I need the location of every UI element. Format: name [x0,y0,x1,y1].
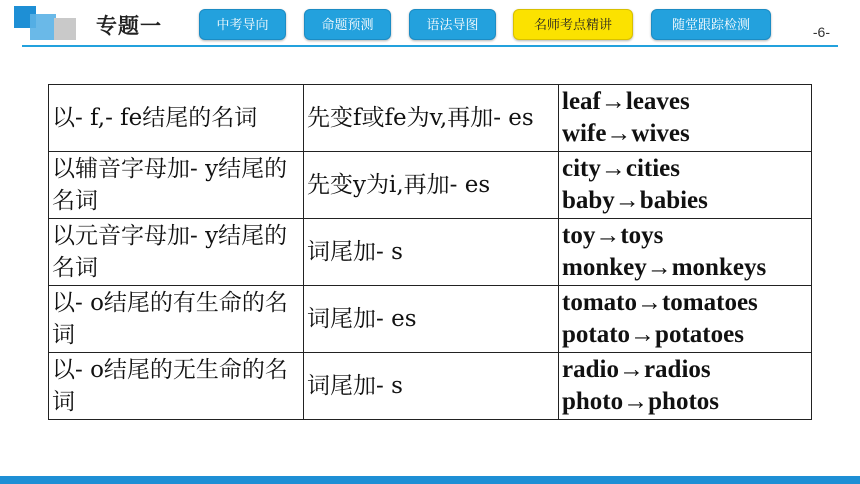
header-divider [22,45,838,47]
table-row [49,219,812,286]
change-cell: 词尾加- s [304,353,559,420]
example-item: leaf→leaves [562,88,690,115]
nav-button-exam-guide[interactable]: 中考导向 [199,9,286,40]
rule-cell: 以- f,- fe结尾的名词 [49,85,304,152]
change-cell: 先变y为i,再加- es [304,152,559,219]
examples-cell [559,219,812,286]
rule-cell: 以元音字母加- y结尾的名词 [49,219,304,286]
rule-cell: 以- o结尾的有生命的名词 [49,286,304,353]
example-item: wife→wives [562,120,690,147]
table-row [49,152,812,219]
examples-cell [559,85,812,152]
example-item: photo→photos [562,388,719,415]
example-item: tomato→tomatoes [562,289,758,316]
change-cell: 词尾加- s [304,219,559,286]
example-item: radio→radios [562,356,711,383]
example-item: potato→potatoes [562,321,744,348]
examples-cell [559,286,812,353]
change-cell: 先变f或fe为v,再加- es [304,85,559,152]
nav-button-grammar-map[interactable]: 语法导图 [409,9,496,40]
bottom-bar [0,476,860,484]
example-item: baby→babies [562,187,708,214]
examples-cell [559,152,812,219]
nav-button-key-points[interactable]: 名师考点精讲 [513,9,633,40]
change-cell: 词尾加- es [304,286,559,353]
example-item: monkey→monkeys [562,254,767,281]
page-number: -6- [812,24,830,40]
examples-cell [559,353,812,420]
rule-cell: 以- o结尾的无生命的名词 [49,353,304,420]
table-row [49,286,812,353]
topic-title: 专题一 [96,14,162,38]
logo-square-3 [54,18,76,40]
nav-button-practice-check[interactable]: 随堂跟踪检测 [651,9,771,40]
example-item: toy→toys [562,222,664,249]
logo [0,0,80,46]
table-row [49,85,812,152]
rule-cell: 以辅音字母加- y结尾的名词 [49,152,304,219]
nav-button-prediction[interactable]: 命题预测 [304,9,391,40]
example-item: city→cities [562,155,681,182]
plural-rules-table [48,84,812,420]
logo-square-2 [30,14,56,40]
table-row [49,353,812,420]
